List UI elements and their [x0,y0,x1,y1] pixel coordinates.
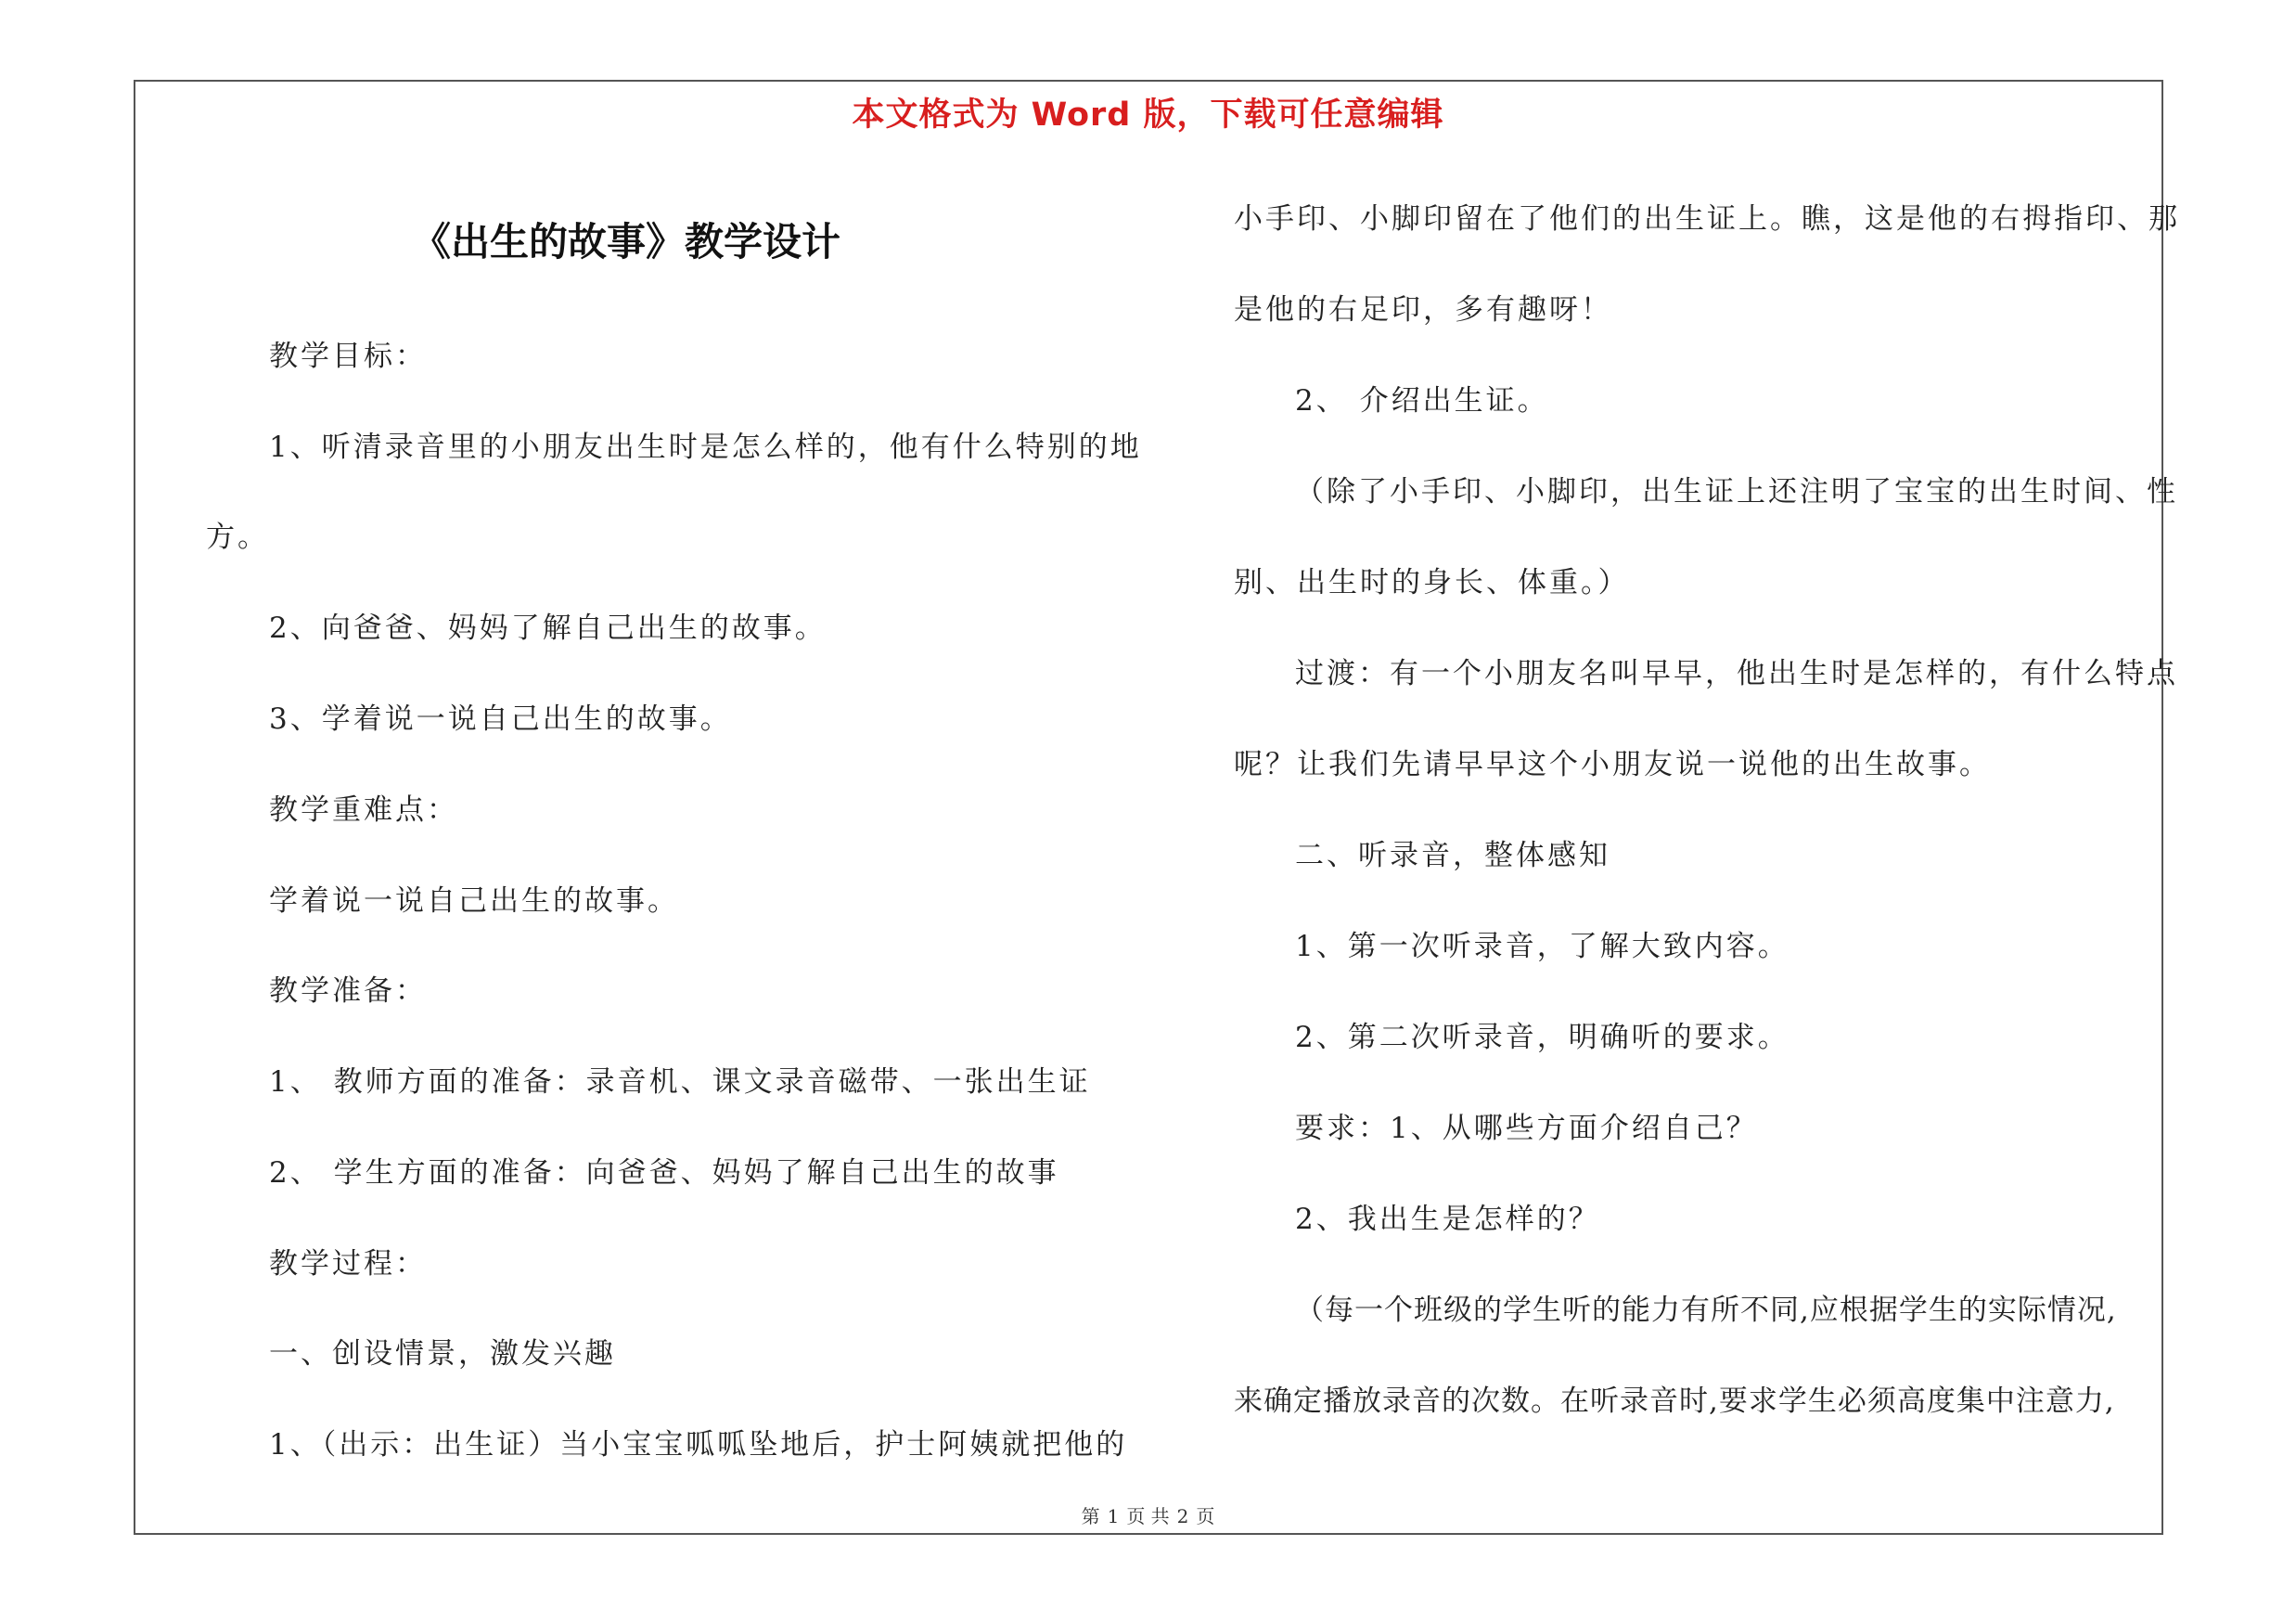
left-line-1: 1、听清录音里的小朋友出生时是怎么样的，他有什么特别的地 [269,431,1142,464]
right-line-3: （除了小手印、小脚印，出生证上还注明了宝宝的出生时间、性 [1295,475,2178,509]
page-indicator [0,1501,2296,1528]
left-line-11: 一、创设情景，激发兴趣 [269,1337,616,1371]
left-line-7: 教学准备： [269,974,427,1008]
right-line-4: 别、出生时的身长、体重。） [1234,566,1630,599]
right-line-12: （每一个班级的学生听的能力有所不同,应根据学生的实际情况, [1295,1294,2117,1327]
left-line-8: 1、 教师方面的准备：录音机、课文录音磁带、一张出生证 [269,1065,1091,1099]
page-total: 2 [1176,1505,1189,1527]
right-line-0: 小手印、小脚印留在了他们的出生证上。瞧，这是他的右拇指印、那 [1234,202,2180,236]
left-line-0: 教学目标： [269,340,427,373]
page-prefix: 第 [1081,1505,1100,1527]
page-suffix: 页 [1196,1505,1215,1527]
left-line-6: 学着说一说自己出生的故事。 [269,884,679,918]
right-line-5: 过渡：有一个小朋友名叫早早，他出生时是怎样的，有什么特点 [1295,657,2178,690]
right-line-7: 二、听录音，整体感知 [1295,839,1610,872]
left-line-10: 教学过程： [269,1247,427,1281]
left-line-3: 2、向爸爸、妈妈了解自己出生的故事。 [269,612,827,645]
left-line-2: 方。 [206,521,269,554]
right-line-2: 2、 介绍出生证。 [1295,384,1549,418]
document-title: 《出生的故事》教学设计 [412,219,841,264]
left-line-9: 2、 学生方面的准备：向爸爸、妈妈了解自己出生的故事 [269,1156,1059,1190]
page-current: 1 [1107,1505,1120,1527]
page-mid: 页 共 [1126,1505,1170,1527]
right-line-8: 1、第一次听录音，了解大致内容。 [1295,930,1789,963]
right-line-6: 呢？让我们先请早早这个小朋友说一说他的出生故事。 [1234,748,1991,781]
left-line-12: 1、（出示：出生证）当小宝宝呱呱坠地后，护士阿姨就把他的 [269,1428,1128,1462]
left-line-4: 3、学着说一说自己出生的故事。 [269,702,732,736]
left-line-5: 教学重难点： [269,793,458,827]
right-line-10: 要求：1、从哪些方面介绍自己？ [1295,1112,1758,1145]
right-line-13: 来确定播放录音的次数。在听录音时,要求学生必须高度集中注意力, [1234,1385,2115,1418]
right-line-1: 是他的右足印，多有趣呀！ [1234,293,1612,327]
word-format-banner: 本文格式为 Word 版，下载可任意编辑 [852,97,1444,134]
right-line-9: 2、第二次听录音，明确听的要求。 [1295,1021,1789,1054]
right-line-11: 2、我出生是怎样的？ [1295,1203,1600,1236]
